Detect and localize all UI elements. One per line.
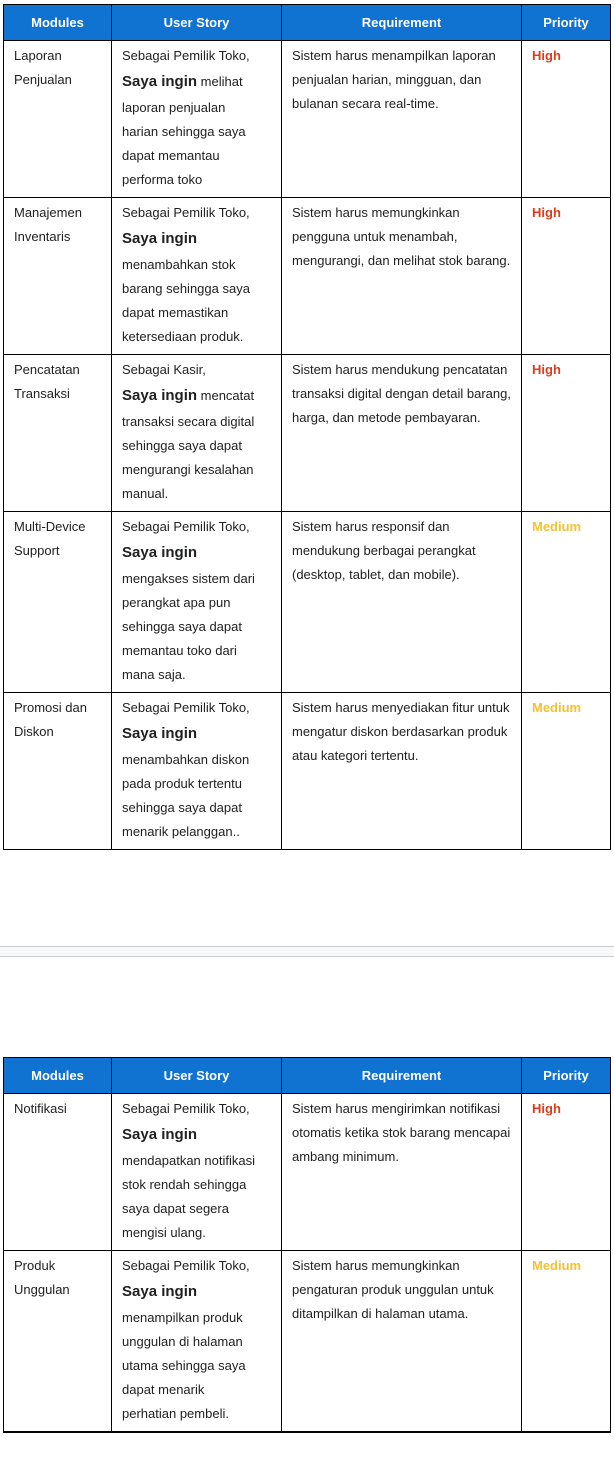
- column-header-user-story: User Story: [112, 5, 282, 41]
- user-story-rest: mengakses sistem dari perangkat apa pun sehingga saya dapat memantau toko dari mana saja.: [122, 571, 255, 682]
- module-cell: Produk Unggulan: [4, 1251, 112, 1433]
- user-story-cell: [112, 693, 282, 850]
- user-story-role: Sebagai Pemilik Toko,: [122, 205, 250, 220]
- user-story-body: [122, 539, 255, 687]
- column-header-modules: Modules: [4, 5, 112, 41]
- requirement-cell: Sistem harus menampilkan laporan penjualan harian, mingguan, dan bulanan secara real-time.: [282, 41, 522, 198]
- user-story-cell: [112, 355, 282, 512]
- user-story-role: Sebagai Pemilik Toko,: [122, 48, 250, 63]
- user-story-bold-phrase: Saya ingin: [122, 725, 198, 742]
- header-row: [4, 5, 611, 41]
- user-story-rest: mencatat transaksi secara digital sehingga saya dapat mengurangi kesalahan manual.: [122, 388, 255, 501]
- priority-cell: High: [522, 198, 611, 355]
- user-story-role: Sebagai Kasir,: [122, 362, 206, 377]
- user-story-cell: [112, 512, 282, 693]
- module-cell: Notifikasi: [4, 1094, 112, 1251]
- user-story-role: Sebagai Pemilik Toko,: [122, 1101, 250, 1116]
- requirement-cell: Sistem harus memungkinkan pengguna untuk menambah, mengurangi, dan melihat stok barang.: [282, 198, 522, 355]
- module-cell: Multi-Device Support: [4, 512, 112, 693]
- priority-cell: Medium: [522, 1251, 611, 1433]
- column-header-priority: Priority: [522, 5, 611, 41]
- table-row: [4, 355, 611, 512]
- column-header-requirement: Requirement: [282, 1058, 522, 1094]
- requirement-cell: Sistem harus memungkinkan pengaturan produk unggulan untuk ditampilkan di halaman utama.: [282, 1251, 522, 1433]
- user-story-body: [122, 225, 255, 349]
- requirement-cell: Sistem harus mengirimkan notifikasi otomatis ketika stok barang mencapai ambang minimum.: [282, 1094, 522, 1251]
- user-story-rest: melihat laporan penjualan harian sehingga saya dapat memantau performa toko: [122, 74, 246, 187]
- requirement-cell: Sistem harus mendukung pencatatan transaksi digital dengan detail barang, harga, dan metode pembayaran.: [282, 355, 522, 512]
- column-header-requirement: Requirement: [282, 5, 522, 41]
- column-header-priority: Priority: [522, 1058, 611, 1094]
- user-story-bold-phrase: Saya ingin: [122, 387, 198, 404]
- requirements-table-1: [3, 4, 611, 850]
- document-page: [0, 4, 614, 1438]
- page-bottom-whitespace: [0, 850, 614, 946]
- priority-cell: Medium: [522, 512, 611, 693]
- priority-cell: High: [522, 1094, 611, 1251]
- requirement-cell: Sistem harus menyediakan fitur untuk mengatur diskon berdasarkan produk atau kategori tertentu.: [282, 693, 522, 850]
- user-story-body: [122, 68, 255, 192]
- header-row: [4, 1058, 611, 1094]
- requirements-table-2: [3, 1057, 611, 1433]
- column-header-user-story: User Story: [112, 1058, 282, 1094]
- user-story-body: [122, 1278, 255, 1426]
- user-story-cell: [112, 1251, 282, 1433]
- priority-cell: Medium: [522, 693, 611, 850]
- module-cell: Promosi dan Diskon: [4, 693, 112, 850]
- user-story-bold-phrase: Saya ingin: [122, 73, 198, 90]
- user-story-rest: mendapatkan notifikasi stok rendah sehingga saya dapat segera mengisi ulang.: [122, 1153, 255, 1240]
- user-story-role: Sebagai Pemilik Toko,: [122, 519, 250, 534]
- priority-cell: High: [522, 41, 611, 198]
- module-cell: Laporan Penjualan: [4, 41, 112, 198]
- table-row: [4, 512, 611, 693]
- user-story-body: [122, 1121, 255, 1245]
- user-story-bold-phrase: Saya ingin: [122, 230, 198, 247]
- user-story-bold-phrase: Saya ingin: [122, 544, 198, 561]
- user-story-cell: [112, 1094, 282, 1251]
- requirement-cell: Sistem harus responsif dan mendukung berbagai perangkat (desktop, tablet, dan mobile).: [282, 512, 522, 693]
- user-story-role: Sebagai Pemilik Toko,: [122, 1258, 250, 1273]
- priority-cell: High: [522, 355, 611, 512]
- table-row: [4, 198, 611, 355]
- table-row: [4, 693, 611, 850]
- document-bottom-padding: [0, 1433, 614, 1438]
- user-story-role: Sebagai Pemilik Toko,: [122, 700, 250, 715]
- user-story-body: [122, 720, 255, 844]
- user-story-bold-phrase: Saya ingin: [122, 1126, 198, 1143]
- user-story-rest: menambahkan diskon pada produk tertentu sehingga saya dapat menarik pelanggan..: [122, 752, 250, 839]
- user-story-bold-phrase: Saya ingin: [122, 1283, 198, 1300]
- user-story-cell: [112, 41, 282, 198]
- column-header-modules: Modules: [4, 1058, 112, 1094]
- table-row: [4, 1251, 611, 1433]
- user-story-rest: menampilkan produk unggulan di halaman utama sehingga saya dapat menarik perhatian pembeli.: [122, 1310, 246, 1421]
- user-story-cell: [112, 198, 282, 355]
- user-story-rest: menambahkan stok barang sehingga saya dapat memastikan ketersediaan produk.: [122, 257, 250, 344]
- page-top-whitespace: [0, 957, 614, 1057]
- module-cell: Manajemen Inventaris: [4, 198, 112, 355]
- table-row: [4, 41, 611, 198]
- table-row: [4, 1094, 611, 1251]
- module-cell: Pencatatan Transaksi: [4, 355, 112, 512]
- user-story-body: [122, 382, 255, 506]
- page-break-divider: [0, 946, 614, 957]
